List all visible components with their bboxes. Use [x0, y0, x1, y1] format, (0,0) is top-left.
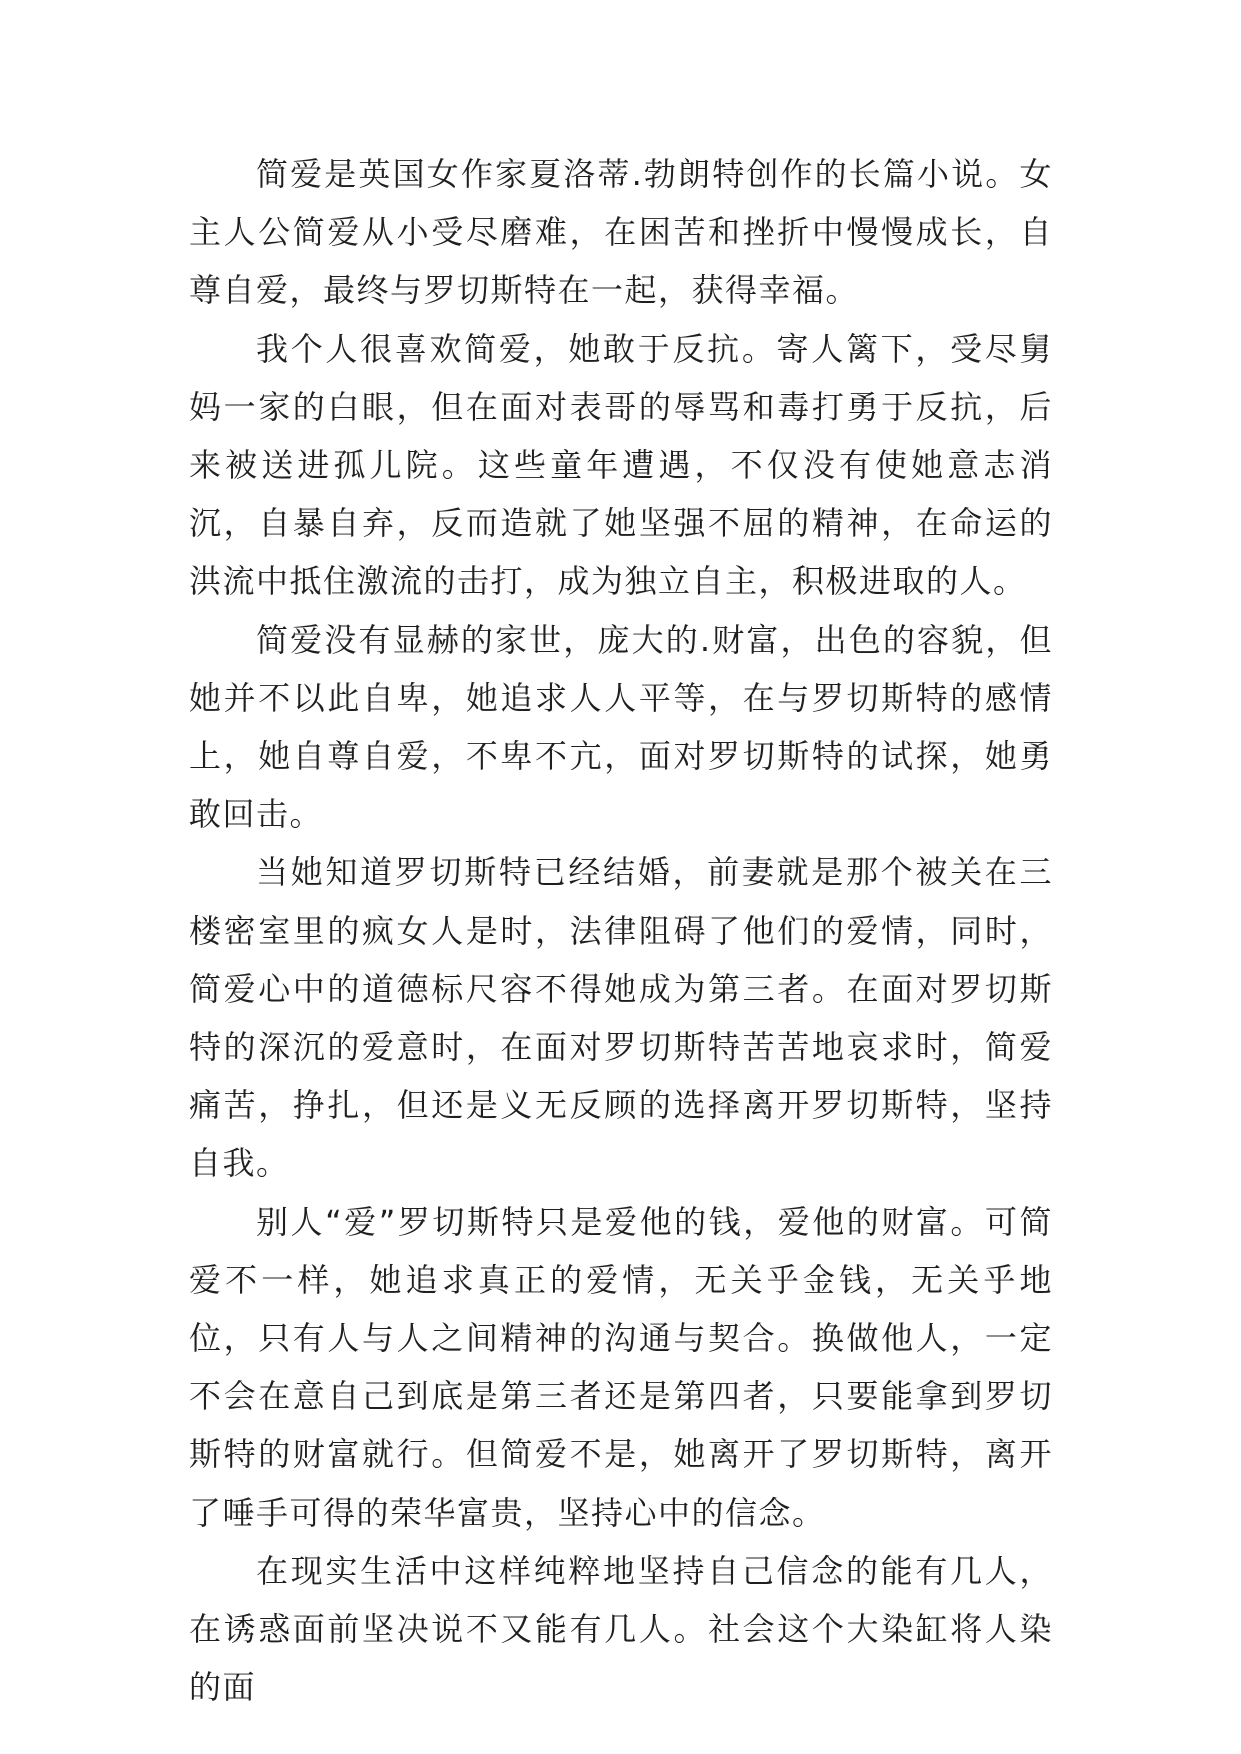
paragraph-1: 简爱是英国女作家夏洛蒂.勃朗特创作的长篇小说。女主人公简爱从小受尽磨难，在困苦和挫折中慢慢成长，自尊自爱，最终与罗切斯特在一起，获得幸福。 [189, 155, 1053, 310]
document-body [189, 145, 1053, 1716]
paragraph-6: 在现实生活中这样纯粹地坚持自己信念的能有几人，在诱惑面前坚决说不又能有几人。社会这个大染缸将人染的面 [189, 1551, 1053, 1707]
paragraph-2: 我个人很喜欢简爱，她敢于反抗。寄人篱下，受尽舅妈一家的白眼，但在面对表哥的辱骂和毒打勇于反抗，后来被送进孤儿院。这些童年遭遇，不仅没有使她意志消沉，自暴自弃，反而造就了她坚强不屈的精神，在命运的洪流中抵住激流的击打，成为独立自主，积极进取的人。 [189, 329, 1053, 601]
paragraph-5: 别人“爱”罗切斯特只是爱他的钱，爱他的财富。可简爱不一样，她追求真正的爱情，无关乎金钱，无关乎地位，只有人与人之间精神的沟通与契合。换做他人，一定不会在意自己到底是第三者还是第四者，只要能拿到罗切斯特的财富就行。但简爱不是，她离开了罗切斯特，离开了唾手可得的荣华富贵，坚持心中的信念。 [189, 1202, 1053, 1532]
paragraph-4: 当她知道罗切斯特已经结婚，前妻就是那个被关在三楼密室里的疯女人是时，法律阻碍了他们的爱情，同时，简爱心中的道德标尺容不得她成为第三者。在面对罗切斯特的深沉的爱意时，在面对罗切斯特苦苦地哀求时，简爱痛苦，挣扎，但还是义无反顾的选择离开罗切斯特，坚持自我。 [189, 853, 1053, 1183]
paragraph-3: 简爱没有显赫的家世，庞大的.财富，出色的容貌，但她并不以此自卑，她追求人人平等，在与罗切斯特的感情上，她自尊自爱，不卑不亢，面对罗切斯特的试探，她勇敢回击。 [189, 620, 1053, 834]
